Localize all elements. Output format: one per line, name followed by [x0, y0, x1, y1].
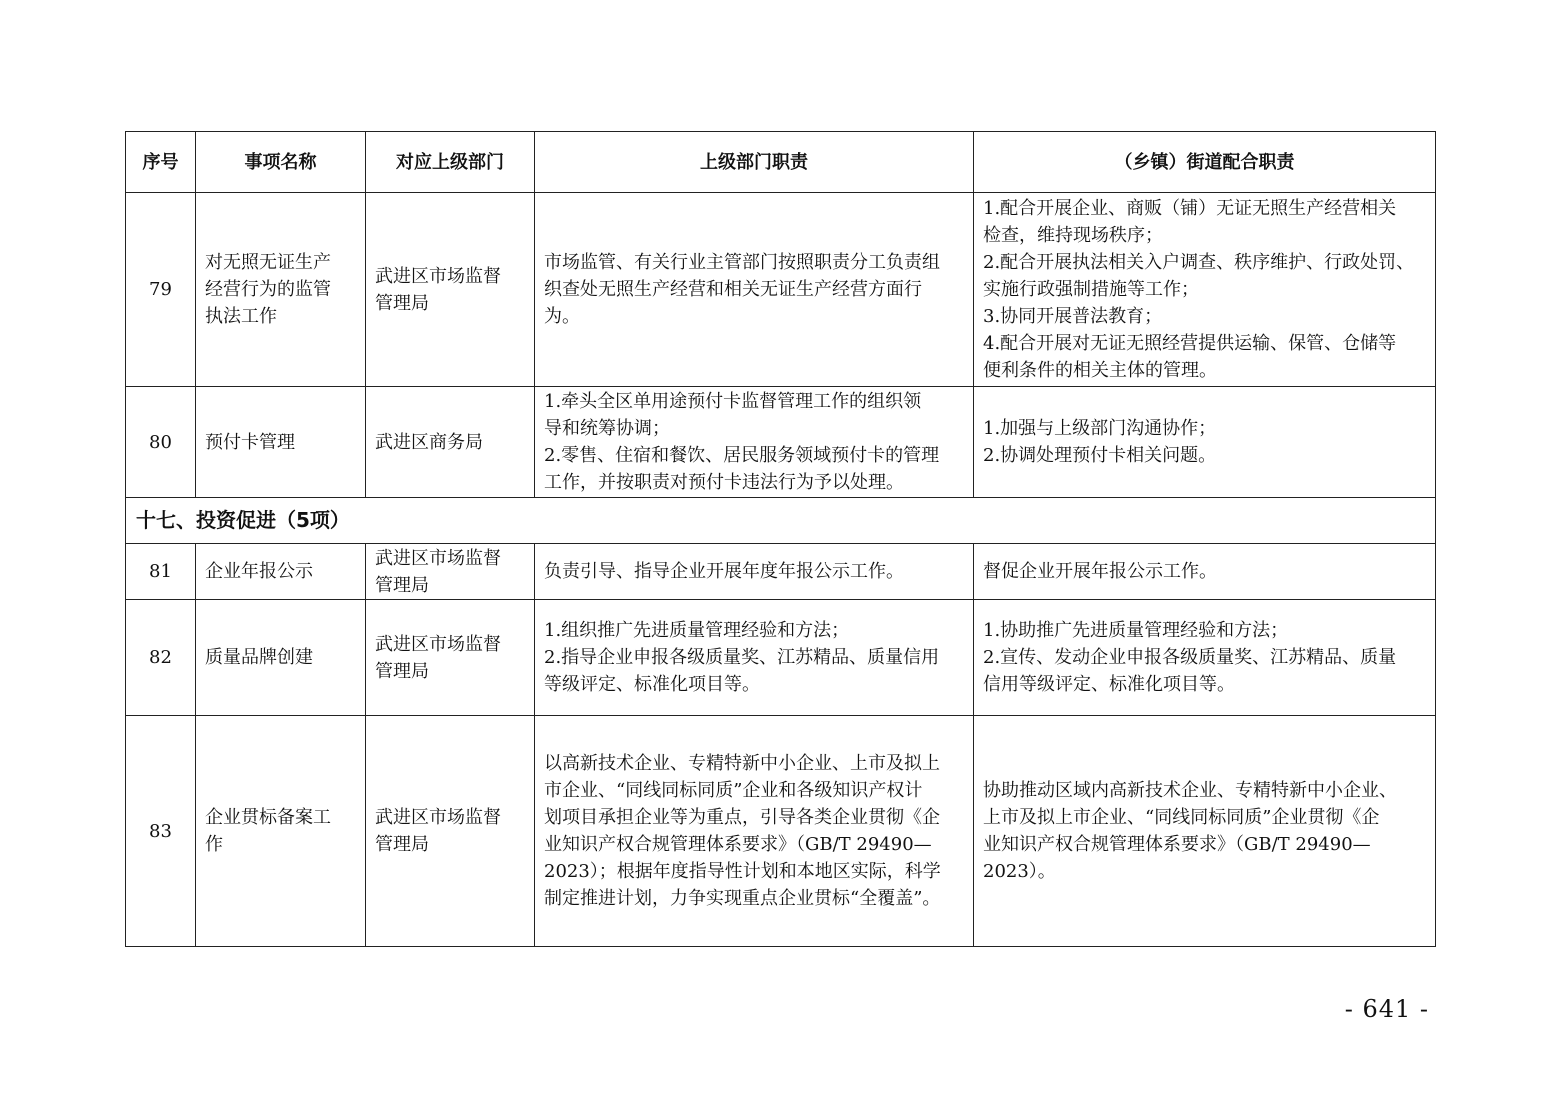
text-line: 2.配合开展执法相关入户调查、秩序维护、行政处罚、 — [983, 252, 1415, 273]
text-line: 织查处无照生产经营和相关无证生产经营方面行 — [544, 279, 922, 300]
text-line: 2.指导企业申报各级质量奖、江苏精品、质量信用 — [544, 647, 940, 668]
text-line: 武进区市场监督 — [375, 807, 501, 828]
header-upper-duty: 上级部门职责 — [535, 132, 974, 193]
text-line: 2023）；根据年度指导性计划和本地区实际，科学 — [544, 861, 941, 882]
upper-duty — [535, 387, 974, 498]
text-line: 督促企业开展年报公示工作。 — [983, 561, 1217, 582]
text-line: 业知识产权合规管理体系要求》（GB/T 29490— — [983, 834, 1371, 855]
upper-duty — [535, 716, 974, 947]
section-row — [126, 498, 1436, 544]
text-line: 预付卡管理 — [205, 431, 295, 453]
header-upper-dept: 对应上级部门 — [366, 132, 535, 193]
upper-dept — [366, 716, 535, 947]
upper-duty — [535, 600, 974, 716]
item-name — [196, 544, 366, 600]
text-line: 管理局 — [375, 834, 429, 855]
text-line: 1.协助推广先进质量管理经验和方法； — [983, 620, 1289, 641]
street-duty — [974, 716, 1436, 947]
section-title: 十七、投资促进（5项） — [126, 498, 1436, 544]
text-line: 作 — [205, 834, 223, 855]
item-name — [196, 193, 366, 387]
text-line: 信用等级评定、标准化项目等。 — [983, 674, 1235, 695]
page-number: - 641 - — [1344, 995, 1429, 1023]
text-line: 执法工作 — [205, 306, 277, 327]
row-number: 79 — [126, 193, 196, 387]
text-line: 1.组织推广先进质量管理经验和方法； — [544, 620, 850, 641]
text-line: 对无照无证生产 — [205, 252, 331, 273]
text-line: 市场监管、有关行业主管部门按照职责分工负责组 — [544, 252, 940, 273]
text-line: 检查，维持现场秩序； — [983, 225, 1163, 246]
upper-dept — [366, 600, 535, 716]
item-name — [196, 716, 366, 947]
text-line: 武进区商务局 — [375, 431, 483, 453]
text-line: 以高新技术企业、专精特新中小企业、上市及拟上 — [544, 753, 940, 774]
table-row — [126, 193, 1436, 387]
text-line: 经营行为的监管 — [205, 279, 331, 300]
item-name — [196, 600, 366, 716]
text-line: 市企业、“同线同标同质”企业和各级知识产权计 — [544, 780, 923, 801]
text-line: 武进区市场监督 — [375, 547, 501, 569]
text-line: 武进区市场监督 — [375, 633, 501, 655]
table-row — [126, 716, 1436, 947]
text-line: 3.协同开展普法教育； — [983, 306, 1163, 327]
header-row — [126, 132, 1436, 193]
text-line: 工作，并按职责对预付卡违法行为予以处理。 — [544, 472, 904, 493]
text-line: 管理局 — [375, 660, 429, 682]
table-row — [126, 600, 1436, 716]
text-line: 2.协调处理预付卡相关问题。 — [983, 445, 1217, 466]
header-no: 序号 — [126, 132, 196, 193]
text-line: 企业年报公示 — [205, 561, 313, 582]
street-duty — [974, 387, 1436, 498]
row-number: 80 — [126, 387, 196, 498]
row-number: 81 — [126, 544, 196, 600]
text-line: 2023）。 — [983, 861, 1056, 882]
text-line: 管理局 — [375, 574, 429, 596]
upper-dept — [366, 387, 535, 498]
row-number: 82 — [126, 600, 196, 716]
street-duty — [974, 600, 1436, 716]
header-street-duty: （乡镇）街道配合职责 — [974, 132, 1436, 193]
text-line: 实施行政强制措施等工作； — [983, 279, 1199, 300]
street-duty — [974, 193, 1436, 387]
text-line: 4.配合开展对无证无照经营提供运输、保管、仓储等 — [983, 333, 1397, 354]
text-line: 1.配合开展企业、商贩（铺）无证无照生产经营相关 — [983, 198, 1397, 219]
table-row — [126, 544, 1436, 600]
text-line: 划项目承担企业等为重点，引导各类企业贯彻《企 — [544, 807, 940, 828]
header-item-name: 事项名称 — [196, 132, 366, 193]
text-line: 导和统筹协调； — [544, 418, 670, 439]
row-number: 83 — [126, 716, 196, 947]
table-row — [126, 387, 1436, 498]
text-line: 企业贯标备案工 — [205, 807, 331, 828]
upper-duty — [535, 544, 974, 600]
text-line: 2.零售、住宿和餐饮、居民服务领域预付卡的管理 — [544, 445, 940, 466]
upper-duty — [535, 193, 974, 387]
text-line: 制定推进计划，力争实现重点企业贯标“全覆盖”。 — [544, 888, 941, 909]
street-duty — [974, 544, 1436, 600]
text-line: 负责引导、指导企业开展年度年报公示工作。 — [544, 561, 904, 582]
text-line: 武进区市场监督 — [375, 265, 501, 287]
text-line: 协助推动区域内高新技术企业、专精特新中小企业、 — [983, 780, 1397, 801]
text-line: 质量品牌创建 — [205, 647, 313, 668]
text-line: 1.加强与上级部门沟通协作； — [983, 418, 1217, 439]
upper-dept — [366, 193, 535, 387]
text-line: 管理局 — [375, 292, 429, 314]
text-line: 业知识产权合规管理体系要求》（GB/T 29490— — [544, 834, 932, 855]
duty-table — [125, 131, 1436, 947]
text-line: 2.宣传、发动企业申报各级质量奖、江苏精品、质量 — [983, 647, 1397, 668]
item-name — [196, 387, 366, 498]
text-line: 1.牵头全区单用途预付卡监督管理工作的组织领 — [544, 391, 922, 412]
text-line: 上市及拟上市企业、“同线同标同质”企业贯彻《企 — [983, 807, 1380, 828]
text-line: 便利条件的相关主体的管理。 — [983, 360, 1217, 381]
upper-dept — [366, 544, 535, 600]
text-line: 等级评定、标准化项目等。 — [544, 674, 760, 695]
text-line: 为。 — [544, 306, 580, 327]
